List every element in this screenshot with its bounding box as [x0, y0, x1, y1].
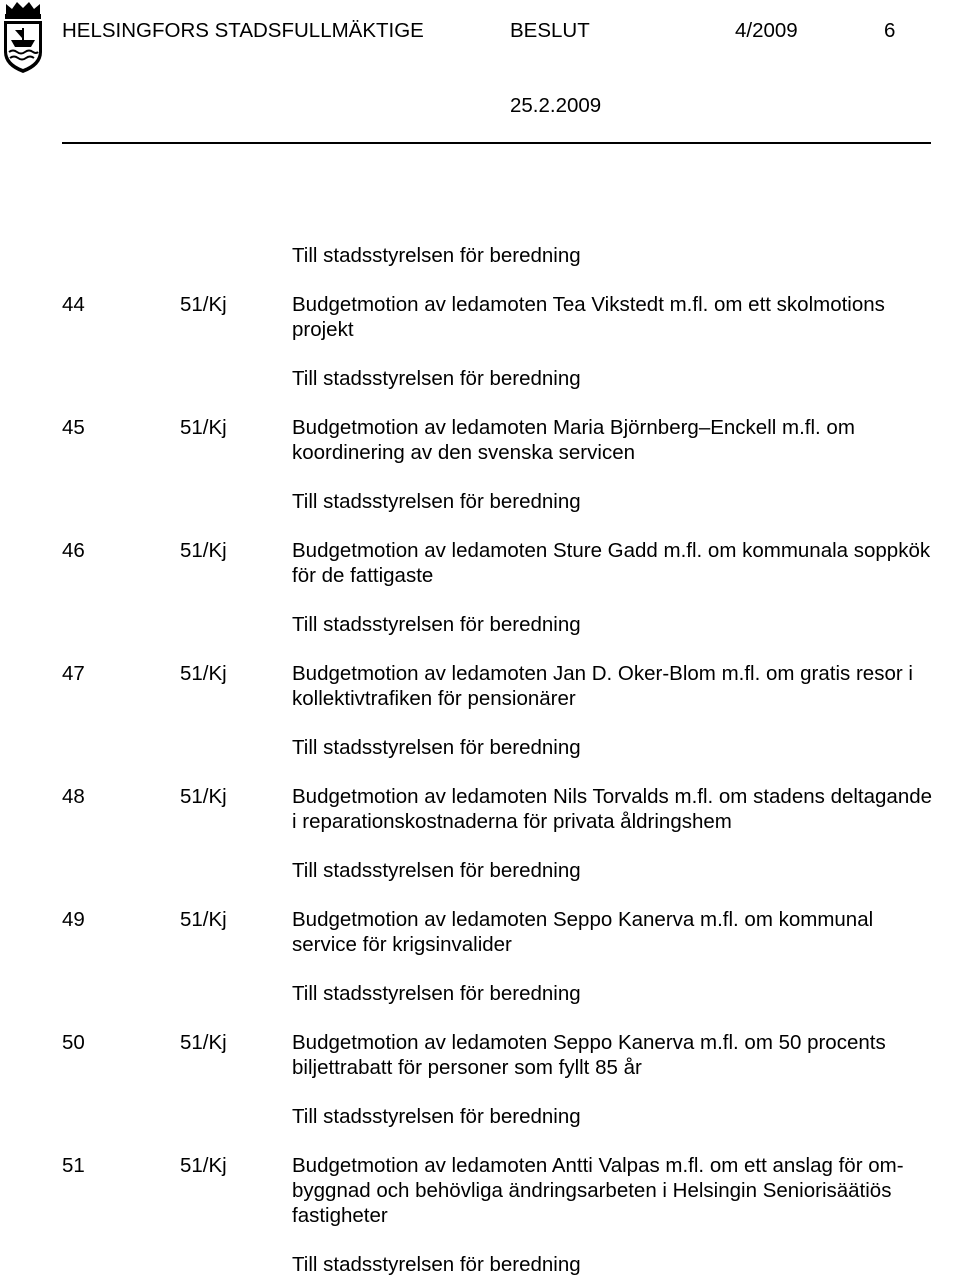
item-decision: Till stadsstyrelsen för beredning [292, 613, 581, 636]
header-divider [62, 142, 931, 144]
item-decision: Till stadsstyrelsen för beredning [292, 367, 581, 390]
item-motion-text-line: för de fattigaste [292, 564, 434, 587]
header-org: HELSINGFORS STADSFULLMÄKTIGE [62, 19, 424, 42]
item-motion-text-line: Budgetmotion av ledamoten Seppo Kanerva m.fl. om kommunal [292, 908, 874, 931]
item-number: 45 [62, 416, 85, 439]
item-number: 50 [62, 1031, 85, 1054]
item-reference: 51/Kj [180, 785, 227, 808]
item-motion-text-line: koordinering av den svenska servicen [292, 441, 635, 464]
item-reference: 51/Kj [180, 416, 227, 439]
item-decision: Till stadsstyrelsen för beredning [292, 982, 581, 1005]
header-date: 25.2.2009 [510, 94, 602, 117]
item-number: 44 [62, 293, 85, 316]
item-decision: Till stadsstyrelsen för beredning [292, 1253, 581, 1276]
item-motion-text-line: biljettrabatt för personer som fyllt 85 år [292, 1056, 642, 1079]
item-motion-text-line: i reparationskostnaderna för privata åldringshem [292, 810, 732, 833]
header-issue: 4/2009 [735, 19, 798, 42]
item-number: 51 [62, 1154, 85, 1177]
item-reference: 51/Kj [180, 1154, 227, 1177]
item-number: 48 [62, 785, 85, 808]
item-decision: Till stadsstyrelsen för beredning [292, 736, 581, 759]
item-motion-text-line: Budgetmotion av ledamoten Antti Valpas m.fl. om ett anslag för om- [292, 1154, 904, 1177]
item-motion-text-line: Budgetmotion av ledamoten Jan D. Oker-Blom m.fl. om gratis resor i [292, 662, 913, 685]
header-page-number: 6 [884, 19, 896, 42]
item-motion-text-line: Budgetmotion av ledamoten Sture Gadd m.fl. om kommunala soppkök [292, 539, 931, 562]
item-number: 46 [62, 539, 85, 562]
item-number: 47 [62, 662, 85, 685]
item-motion-text-line: kollektivtrafiken för pensionärer [292, 687, 576, 710]
helsinki-crest-logo [0, 0, 46, 76]
item-decision: Till stadsstyrelsen för beredning [292, 490, 581, 513]
item-reference: 51/Kj [180, 662, 227, 685]
item-motion-text-line: projekt [292, 318, 354, 341]
item-motion-text-line: Budgetmotion av ledamoten Maria Björnberg–Enckell m.fl. om [292, 416, 855, 439]
item-reference: 51/Kj [180, 293, 227, 316]
item-motion-text-line: byggnad och behövliga ändringsarbeten i Helsingin Seniorisäätiös [292, 1179, 892, 1202]
item-reference: 51/Kj [180, 539, 227, 562]
item-number: 49 [62, 908, 85, 931]
item-motion-text-line: Budgetmotion av ledamoten Tea Vikstedt m.fl. om ett skolmotions [292, 293, 885, 316]
item-motion-text-line: Budgetmotion av ledamoten Nils Torvalds m.fl. om stadens deltagande [292, 785, 933, 808]
item-reference: 51/Kj [180, 1031, 227, 1054]
header-doc-type: BESLUT [510, 19, 590, 42]
item-decision: Till stadsstyrelsen för beredning [292, 859, 581, 882]
item-motion-text-line: fastigheter [292, 1204, 388, 1227]
item-motion-text-line: Budgetmotion av ledamoten Seppo Kanerva m.fl. om 50 procents [292, 1031, 886, 1054]
item-reference: 51/Kj [180, 908, 227, 931]
item-decision: Till stadsstyrelsen för beredning [292, 1105, 581, 1128]
item-motion-text-line: service för krigsinvalider [292, 933, 512, 956]
item-decision: Till stadsstyrelsen för beredning [292, 244, 581, 267]
